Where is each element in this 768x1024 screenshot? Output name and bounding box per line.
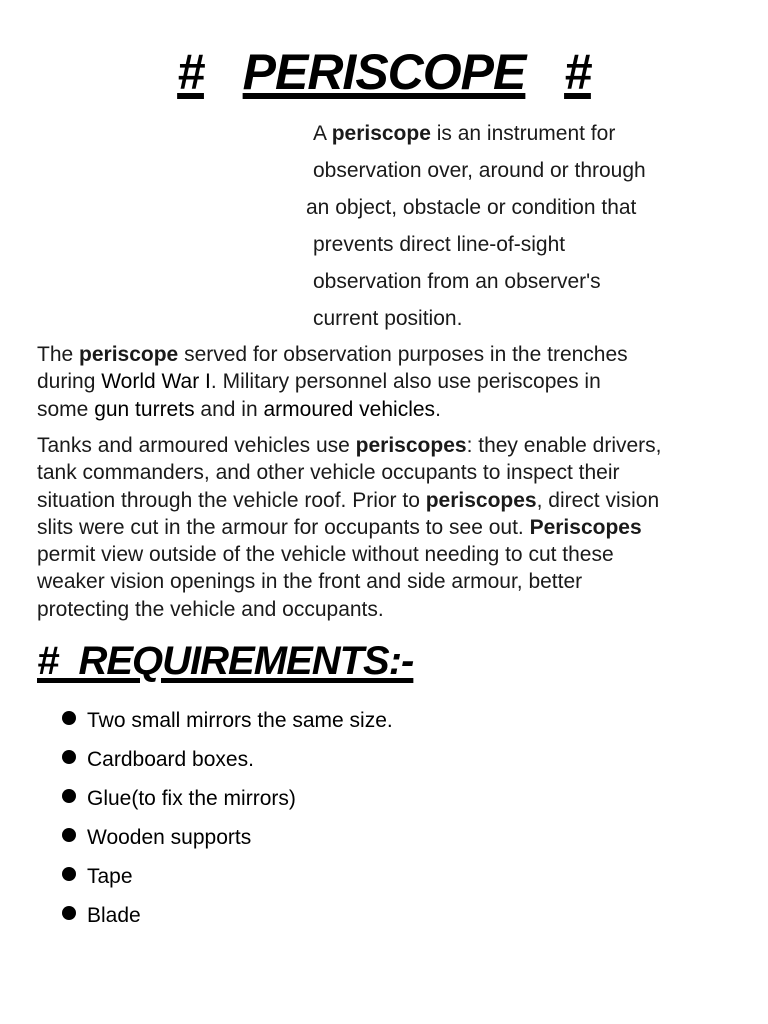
bullet-icon — [62, 828, 76, 842]
bullet-icon — [62, 789, 76, 803]
requirements-list — [60, 703, 393, 937]
list-item: Wooden supports — [60, 820, 393, 859]
paragraph-line: protecting the vehicle and occupants. — [37, 597, 384, 621]
bold-term: periscopes — [425, 488, 537, 512]
paragraph-line: tank commanders, and other vehicle occupants to inspect their — [37, 461, 620, 485]
link-gun-turrets[interactable]: gun turrets — [94, 397, 195, 421]
intro-line: an object, obstacle or condition that — [306, 196, 637, 219]
paragraph-line: some gun turrets and in armoured vehicles. — [37, 397, 441, 421]
paragraph-tanks — [37, 432, 737, 623]
paragraph-line: weaker vision openings in the front and side armour, better — [37, 570, 583, 594]
requirements-heading: # REQUIREMENTS:- — [37, 639, 414, 683]
list-item: Glue(to fix the mirrors) — [60, 781, 393, 820]
list-item: Blade — [60, 898, 393, 937]
intro-line: observation over, around or through — [313, 159, 646, 182]
title-hash-left: # — [177, 44, 204, 100]
intro-line: current position. — [313, 307, 463, 330]
intro-definition — [306, 115, 746, 337]
bold-term: Periscopes — [529, 515, 642, 539]
link-world-war-i[interactable]: World War I — [101, 370, 211, 394]
bold-term: periscope — [79, 343, 179, 366]
title-hash-right: # — [564, 44, 591, 100]
paragraph-line: The periscope served for observation purposes in the trenches — [37, 343, 628, 366]
paragraph-line: during World War I. Military personnel also use periscopes in — [37, 370, 601, 394]
paragraph-line: permit view outside of the vehicle without needing to cut these — [37, 543, 614, 567]
bold-term: periscopes — [355, 434, 467, 457]
list-item: Cardboard boxes. — [60, 742, 393, 781]
page-title — [0, 42, 768, 102]
paragraph-line: situation through the vehicle roof. Prior to periscopes, direct vision — [37, 488, 660, 512]
paragraph-line: Tanks and armoured vehicles use periscopes: they enable drivers, — [37, 434, 662, 457]
paragraph-trenches — [37, 341, 737, 423]
title-text: PERISCOPE — [242, 44, 526, 100]
intro-line: A periscope is an instrument for — [313, 122, 616, 145]
link-armoured-vehicles[interactable]: armoured vehicles — [263, 397, 436, 421]
bullet-icon — [62, 906, 76, 920]
intro-line: prevents direct line-of-sight — [313, 233, 566, 256]
bullet-icon — [62, 711, 76, 725]
paragraph-line: slits were cut in the armour for occupants to see out. Periscopes — [37, 515, 642, 539]
list-item: Tape — [60, 859, 393, 898]
intro-line: observation from an observer's — [313, 270, 601, 293]
bullet-icon — [62, 750, 76, 764]
bold-term: periscope — [331, 122, 431, 145]
bullet-icon — [62, 867, 76, 881]
list-item: Two small mirrors the same size. — [60, 703, 393, 742]
